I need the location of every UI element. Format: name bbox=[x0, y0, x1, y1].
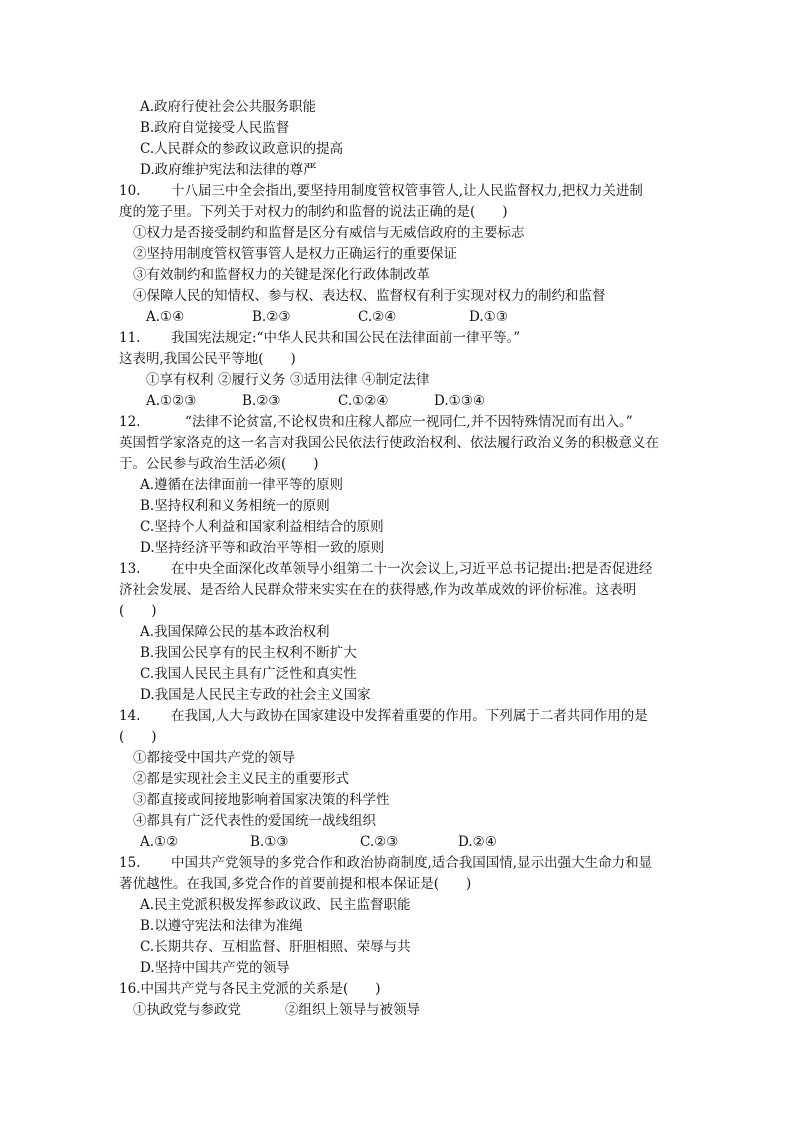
q15-option-b: B.以遵守宪法和法律为准绳 bbox=[140, 918, 303, 934]
q14-line1: 在我国,人大与政协在国家建设中发挥着重要的作用。下列属于二者共同作用的是 bbox=[171, 708, 648, 724]
q9-option-d: D.政府维护宪法和法律的尊严 bbox=[140, 162, 317, 178]
q10-statement-1: ①权力是否接受制约和监督是区分有威信与无威信政府的主要标志 bbox=[133, 225, 525, 241]
q11-line2: 这表明,我国公民平等地( ) bbox=[119, 351, 296, 367]
q10-choices bbox=[146, 307, 508, 327]
q13-option-b: B.我国公民享有的民主权利不断扩大 bbox=[140, 645, 357, 661]
q9-option-b: B.政府自觉接受人民监督 bbox=[140, 120, 290, 136]
q11-choice-a: A.①②③ bbox=[146, 393, 197, 409]
q13-number: 13. bbox=[119, 561, 141, 577]
q10-statement-2: ②坚持用制度管权管事管人是权力正确运行的重要保证 bbox=[133, 246, 457, 262]
q14-choice-b: B.①③ bbox=[250, 834, 289, 850]
q16-question: 16.中国共产党与各民主党派的关系是( ) bbox=[119, 981, 381, 997]
q13-line1: 在中央全面深化改革领导小组第二十一次会议上,习近平总书记提出:把是否促进经 bbox=[171, 561, 653, 577]
q10-choice-d: D.①③ bbox=[469, 309, 508, 325]
q13-option-d: D.我国是人民民主专政的社会主义国家 bbox=[140, 687, 371, 703]
q12-line1: “法律不论贫富,不论权贵和庄稼人都应一视同仁,并不因特殊情况而有出入。” bbox=[185, 414, 633, 430]
q12-question bbox=[119, 412, 633, 432]
q11-line1: 我国宪法规定:“中华人民共和国公民在法律面前一律平等。” bbox=[171, 330, 521, 346]
q10-statement-4: ④保障人民的知情权、参与权、表达权、监督权有利于实现对权力的制约和监督 bbox=[133, 288, 606, 304]
q11-statement-2: ②履行义务 bbox=[218, 372, 286, 388]
q10-choice-b: B.②③ bbox=[252, 309, 291, 325]
q10-statement-3: ③有效制约和监督权力的关键是深化行政体制改革 bbox=[133, 267, 430, 283]
q13-line3: ( ) bbox=[119, 603, 157, 619]
q15-line2: 著优越性。在我国,多党合作的首要前提和根本保证是( ) bbox=[119, 876, 472, 892]
q13-question bbox=[119, 559, 652, 579]
q12-number: 12. bbox=[119, 414, 141, 430]
q11-question bbox=[119, 328, 520, 348]
q14-statement-2: ②都是实现社会主义民主的重要形式 bbox=[133, 771, 349, 787]
q13-option-a: A.我国保障公民的基本政治权利 bbox=[140, 624, 330, 640]
q10-choice-a: A.①④ bbox=[146, 309, 185, 325]
q14-choice-c: C.②③ bbox=[360, 834, 399, 850]
q12-option-c: C.坚持个人利益和国家利益相结合的原则 bbox=[140, 519, 384, 535]
q11-choice-b: B.②③ bbox=[242, 393, 281, 409]
q16-statement-1: ①执政党与参政党 bbox=[133, 1002, 241, 1018]
q16-statements bbox=[133, 1000, 420, 1020]
q14-number: 14. bbox=[119, 708, 141, 724]
q14-question bbox=[119, 706, 648, 726]
q15-option-d: D.坚持中国共产党的领导 bbox=[140, 960, 290, 976]
q14-choices bbox=[140, 832, 497, 852]
q11-statement-3: ③适用法律 bbox=[290, 372, 358, 388]
q14-line2: ( ) bbox=[119, 729, 157, 745]
q10-line1: 十八届三中全会指出,要坚持用制度管权管事管人,让人民监督权力,把权力关进制 bbox=[171, 183, 643, 199]
q15-line1: 中国共产党领导的多党合作和政治协商制度,适合我国国情,显示出强大生命力和显 bbox=[171, 855, 653, 871]
q12-line3: 于。公民参与政治生活必须( ) bbox=[119, 456, 319, 472]
q12-option-b: B.坚持权利和义务相统一的原则 bbox=[140, 498, 330, 514]
q11-statements bbox=[146, 370, 430, 390]
q15-option-c: C.长期共存、互相监督、肝胆相照、荣辱与共 bbox=[140, 939, 411, 955]
q15-option-a: A.民主党派积极发挥参政议政、民主监督职能 bbox=[140, 897, 411, 913]
q16-statement-2: ②组织上领导与被领导 bbox=[285, 1002, 420, 1018]
q12-option-d: D.坚持经济平等和政治平等相一致的原则 bbox=[140, 540, 385, 556]
q11-statement-4: ④制定法律 bbox=[362, 372, 430, 388]
q11-number: 11. bbox=[119, 330, 141, 346]
q10-choice-c: C.②④ bbox=[358, 309, 397, 325]
q10-question bbox=[119, 181, 643, 201]
q11-statement-1: ①享有权利 bbox=[146, 372, 214, 388]
q12-line2: 英国哲学家洛克的这一名言对我国公民依法行使政治权利、依法履行政治义务的积极意义在 bbox=[119, 435, 659, 451]
q14-statement-1: ①都接受中国共产党的领导 bbox=[133, 750, 295, 766]
q13-line2: 济社会发展、是否给人民群众带来实实在在的获得感,作为改革成效的评价标准。这表明 bbox=[119, 582, 637, 598]
q14-statement-4: ④都具有广泛代表性的爱国统一战线组织 bbox=[133, 813, 376, 829]
q14-statement-3: ③都直接或间接地影响着国家决策的科学性 bbox=[133, 792, 390, 808]
q14-choice-d: D.②④ bbox=[458, 834, 497, 850]
q15-number: 15. bbox=[119, 855, 141, 871]
q10-line2: 度的笼子里。下列关于对权力的制约和监督的说法正确的是( ) bbox=[119, 204, 508, 220]
q11-choice-c: C.①②④ bbox=[338, 393, 389, 409]
q12-option-a: A.遵循在法律面前一律平等的原则 bbox=[140, 477, 344, 493]
q15-question bbox=[119, 853, 652, 873]
q11-choices bbox=[146, 391, 485, 411]
q9-option-c: C.人民群众的参政议政意识的提高 bbox=[140, 141, 344, 157]
q11-choice-d: D.①③④ bbox=[434, 393, 485, 409]
q14-choice-a: A.①② bbox=[140, 834, 179, 850]
q9-option-a: A.政府行使社会公共服务职能 bbox=[140, 99, 317, 115]
q13-option-c: C.我国人民民主具有广泛性和真实性 bbox=[140, 666, 357, 682]
q10-number: 10. bbox=[119, 183, 141, 199]
